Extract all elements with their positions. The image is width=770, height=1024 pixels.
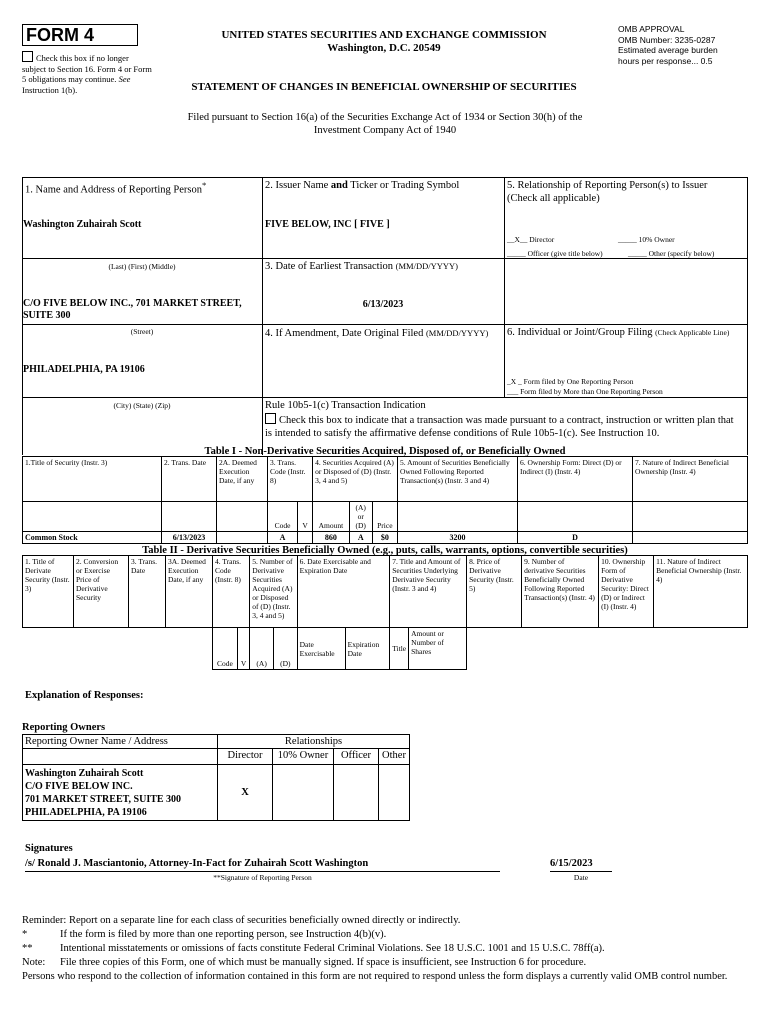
omb-burden: Estimated average burden (618, 45, 718, 55)
t1-sub-code: Code (268, 502, 298, 532)
owners-title: Reporting Owners (22, 722, 106, 733)
owner-name-l2: C/O FIVE BELOW INC. (25, 780, 133, 792)
table1-title: Table I - Non-Derivative Securities Acquired, Disposed of, or Beneficially Owned (204, 446, 566, 457)
t2-sub-code: Code (213, 628, 238, 670)
owners-table (22, 734, 410, 821)
box1-label-text: 1. Name and Address of Reporting Person (25, 184, 203, 196)
footer (22, 914, 752, 984)
t2-col11: 11. Nature of Indirect Beneficial Ownership (Instr. 4) (654, 556, 748, 628)
filed-line-1: Filed pursuant to Section 16(a) of the Securities Exchange Act of 1934 or Section 30(h) of the (187, 112, 583, 123)
t2-sub-amount: Amount or Number of Shares (409, 628, 467, 670)
signatures-title: Signatures (25, 843, 73, 854)
statement-title: STATEMENT OF CHANGES IN BENEFICIAL OWNERSHIP OF SECURITIES (191, 81, 577, 93)
t1-col1: 1.Title of Security (Instr. 3) (23, 457, 162, 502)
box2-label-a: 2. Issuer Name (265, 180, 329, 191)
agency-block (170, 29, 598, 55)
footer-persons: Persons who respond to the collection of information contained in this form are not required to respond unless the form displays a currently valid OMB control number. (22, 971, 728, 982)
rule10b5-text: Check this box to indicate that a transaction was made pursuant to a contract, instruction or written plan that is intended to satisfy the affirmative defense conditions of Rule 10b5-1(c). See Instruction 10. (265, 415, 734, 439)
owner-name-l1: Washington Zuhairah Scott (25, 767, 144, 779)
t1-col2a: 2A. Deemed Execution Date, if any (217, 457, 268, 502)
t2-sub-date-ex: Date Exercisable (297, 628, 345, 670)
t2-col1: 1. Title of Derivate Security (Instr. 3) (23, 556, 74, 628)
rule10b5-title: Rule 10b5-1(c) Transaction Indication (265, 400, 426, 411)
t1-col5: 5. Amount of Securities Beneficially Owned Following Reported Transaction(s) (Instr. 3 and 4) (398, 457, 518, 502)
t1-row-amount: 860 (313, 532, 350, 544)
rel-officer: _____ Officer (give title below) (507, 249, 603, 258)
t2-col7: 7. Title and Amount of Securities Underlying Derivative Security (Instr. 3 and 4) (390, 556, 467, 628)
box5-label (507, 179, 745, 205)
filing-one-person: _X _ Form filed by One Reporting Person (507, 377, 634, 386)
t1-col7: 7. Nature of Indirect Beneficial Ownership (Instr. 4) (633, 457, 748, 502)
owners-other-header: Other (379, 749, 410, 765)
street-caption: (Street) (130, 327, 154, 336)
checkbox-instr: Instruction 1(b). (22, 84, 78, 95)
t2-col3: 3. Trans. Date (129, 556, 166, 628)
omb-approval (618, 24, 758, 66)
rule10b5-text-block (265, 413, 743, 440)
box3-label-fmt: (MM/DD/YYYY) (395, 261, 458, 271)
earliest-transaction-date: 6/13/2023 (362, 299, 404, 310)
owners-col-rel: Relationships (218, 735, 410, 749)
box2-label-b: Ticker or Trading Symbol (350, 180, 460, 191)
omb-title: OMB APPROVAL (618, 24, 685, 34)
t1-sub-amount: Amount (313, 502, 350, 532)
table-row (23, 765, 410, 821)
t2-sub-d: (D) (273, 628, 297, 670)
signature-caption: **Signature of Reporting Person (213, 873, 312, 882)
city-caption: (City) (State) (Zip) (113, 401, 171, 410)
box2-label-and: and (330, 180, 348, 191)
footer-star-mark: * (22, 929, 28, 940)
filed-line-2: Investment Company Act of 1940 (313, 125, 457, 136)
t2-sub-v: V (237, 628, 249, 670)
rel-ten-pct: _____ 10% Owner (618, 235, 675, 244)
t2-col4: 4. Trans. Code (Instr. 8) (213, 556, 250, 628)
signature-date: 6/15/2023 (550, 858, 593, 869)
t2-col5: 5. Number of Derivative Securities Acquired (A) or Disposed of (D) (Instr. 3, 4 and 5) (250, 556, 297, 628)
box4-label-text: 4. If Amendment, Date Original Filed (265, 328, 424, 339)
t1-row-code: A (268, 532, 298, 544)
name-caption: (Last) (First) (Middle) (108, 262, 176, 271)
t1-sub-aord: (A) or (D) (349, 502, 372, 532)
t2-col6: 6. Date Exercisable and Expiration Date (297, 556, 390, 628)
t1-row-title: Common Stock (23, 532, 162, 544)
box5-sub: (Check all applicable) (507, 193, 600, 204)
t2-sub-a: (A) (250, 628, 274, 670)
agency-name: UNITED STATES SECURITIES AND EXCHANGE COMMISSION (221, 29, 547, 41)
box5-label-text: 5. Relationship of Reporting Person(s) to Issuer (507, 180, 708, 191)
footer-dstar-mark: ** (22, 943, 33, 954)
t1-sub-price: Price (372, 502, 397, 532)
box6-label (507, 327, 745, 339)
footer-note-mark: Note: (22, 957, 46, 968)
owner-name-l4: PHILADELPHIA, PA 19106 (25, 806, 147, 818)
owner-director-mark: X (218, 765, 273, 821)
owner-name-l3: 701 MARKET STREET, SUITE 300 (25, 793, 182, 805)
t1-row-owned: 3200 (398, 532, 518, 544)
box2-label (265, 179, 459, 192)
t1-col4: 4. Securities Acquired (A) or Disposed of (D) (Instr. 3, 4 and 5) (313, 457, 398, 502)
box6-label-text: 6. Individual or Joint/Group Filing (507, 327, 653, 338)
t2-col2: 2. Conversion or Exercise Price of Derivative Security (74, 556, 129, 628)
table2-title: Table II - Derivative Securities Beneficially Owned (e.g., puts, calls, warrants, options, convertible securities) (142, 545, 628, 556)
t1-row-form: D (518, 532, 633, 544)
footer-note-text: File three copies of this Form, one of which must be manually signed. If space is insufficient, see Instruction 6 for procedure. (60, 957, 587, 968)
explanation-title: Explanation of Responses: (25, 690, 144, 701)
issuer-name: FIVE BELOW, INC [ FIVE ] (265, 219, 390, 230)
t2-col9: 9. Number of derivative Securities Beneficially Owned Following Reported Transaction(s) (Instr. 4) (522, 556, 599, 628)
omb-hours: hours per response... 0.5 (618, 55, 713, 66)
signer-name: /s/ Ronald J. Masciantonio, Attorney-In-Fact for Zuhairah Scott Washington (25, 858, 369, 869)
section16-checkbox[interactable] (22, 51, 33, 62)
t1-col2: 2. Trans. Date (162, 457, 217, 502)
t1-col6: 6. Ownership Form: Direct (D) or Indirect (I) (Instr. 4) (518, 457, 633, 502)
form-title: FORM 4 (26, 25, 95, 45)
footer-star-text: If the form is filed by more than one reporting person, see Instruction 4(b)(v). (60, 929, 387, 940)
box4-label (265, 327, 488, 340)
t2-sub-title: Title (390, 628, 409, 670)
omb-number: OMB Number: 3235-0287 (618, 34, 716, 45)
owners-officer-header: Officer (334, 749, 379, 765)
t2-col10: 10. Ownership Form of Derivative Security: Direct (D) or Indirect (I) (Instr. 4) (599, 556, 654, 628)
t2-sub-exp: Expiration Date (345, 628, 390, 670)
owner-name-address (23, 765, 218, 821)
table2 (22, 555, 748, 670)
rel-director: __X__ Director (507, 235, 555, 244)
checkbox-text: Check this box if no longer subject to Section 16. Form 4 or Form 5 obligations may continue. (22, 53, 152, 84)
agency-location: Washington, D.C. 20549 (327, 42, 441, 54)
t1-row-aord: A (349, 532, 372, 544)
t2-col8: 8. Price of Derivative Security (Instr. 5) (467, 556, 522, 628)
owners-col-name: Reporting Owner Name / Address (23, 735, 218, 749)
rel-other: _____ Other (specify below) (628, 249, 715, 258)
t1-sub-v: V (298, 502, 313, 532)
owners-director-header: Director (218, 749, 273, 765)
form-title-box (22, 24, 138, 46)
owners-ten-pct-header: 10% Owner (273, 749, 334, 765)
rule10b5-checkbox[interactable] (265, 413, 276, 424)
filing-multiple-persons: ___ Form filed by More than One Reporting Person (507, 387, 663, 396)
t1-row-date: 6/13/2023 (162, 532, 217, 544)
footer-reminder: Reminder: Report on a separate line for each class of securities beneficially owned directly or indirectly. (22, 915, 461, 926)
section16-checkbox-text (22, 51, 152, 95)
filed-pursuant (100, 111, 670, 137)
reporting-person-name: Washington Zuhairah Scott (23, 219, 142, 230)
reporting-city: PHILADELPHIA, PA 19106 (23, 364, 145, 375)
box1-label-mark: * (202, 180, 207, 190)
t1-col3: 3. Trans. Code (Instr. 8) (268, 457, 313, 502)
table1 (22, 456, 748, 544)
box4-label-fmt: (MM/DD/YYYY) (425, 328, 489, 338)
date-caption: Date (573, 873, 589, 882)
box6-label-note: (Check Applicable Line) (655, 328, 730, 337)
t2-col3a: 3A. Deemed Execution Date, if any (166, 556, 213, 628)
checkbox-see: See (118, 74, 131, 84)
box3-label-text: 3. Date of Earliest Transaction (265, 261, 394, 272)
reporting-street: C/O FIVE BELOW INC., 701 MARKET STREET, SUITE 300 (23, 298, 242, 321)
t1-row-price: $0 (372, 532, 397, 544)
table-row (23, 532, 748, 544)
box1-label (25, 179, 206, 197)
box3-label (265, 260, 458, 273)
footer-dstar-text: Intentional misstatements or omissions of facts constitute Federal Criminal Violations. See 18 U.S.C. 1001 and 15 U.S.C. 78ff(a). (60, 943, 605, 954)
